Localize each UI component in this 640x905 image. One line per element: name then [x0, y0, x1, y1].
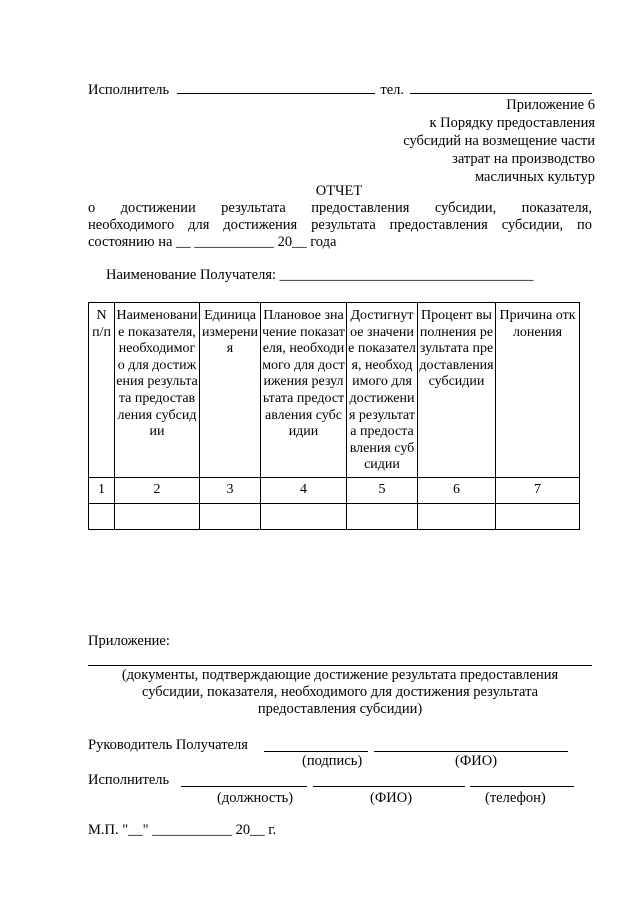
stamp-date-line[interactable]: М.П. "__" ___________ 20__ г. [88, 822, 277, 838]
table-cell[interactable] [347, 503, 418, 529]
col-number: 4 [261, 477, 347, 503]
col-number: 7 [496, 477, 580, 503]
col-header-completion-percent: Процент выполнения результата предоставления субсидии [418, 303, 496, 478]
col-number: 1 [89, 477, 115, 503]
col-number: 6 [418, 477, 496, 503]
table-cell[interactable] [200, 503, 261, 529]
fio-caption: (ФИО) [455, 753, 498, 769]
executor-fio-field[interactable] [313, 786, 465, 787]
attachment-note-3: предоставления субсидии) [257, 701, 423, 717]
appendix-note [403, 96, 595, 186]
attachment-label: Приложение: [88, 633, 170, 649]
col-number: 3 [200, 477, 261, 503]
col-header-indicator-name: Наименование показателя, необходимого для достижения результата предоставления субсидии [115, 303, 200, 478]
executor-position-field[interactable] [181, 786, 307, 787]
table-cell[interactable] [89, 503, 115, 529]
attachment-note-2: субсидии, показателя, необходимого для достижения результата [141, 684, 539, 700]
col-header-achieved-value: Достигнутое значение показателя, необходимого для достижения результата предоставления субсидии [347, 303, 418, 478]
position-caption: (должность) [217, 790, 294, 806]
table-number-row [89, 477, 580, 503]
report-title: ОТЧЕТ [315, 183, 363, 199]
col-number: 2 [115, 477, 200, 503]
phone-field[interactable] [410, 79, 592, 94]
col-number: 5 [347, 477, 418, 503]
phone-label: тел. [380, 82, 404, 98]
appendix-line-4: затрат на производство [452, 151, 595, 167]
phone-caption: (телефон) [485, 790, 546, 806]
subtitle-line-3: состоянию на __ ___________ 20__ года [88, 234, 337, 250]
appendix-line-1: Приложение 6 [506, 97, 595, 113]
appendix-line-5: масличных культур [474, 169, 595, 185]
table-cell[interactable] [418, 503, 496, 529]
executor-label: Исполнитель [88, 82, 170, 98]
col-header-planned-value: Плановое значение показателя, необходимого для достижения результата предоставления субсидии [261, 303, 347, 478]
report-table [88, 302, 580, 530]
subtitle-line-2: необходимого для достижения результата предоставления субсидии, по [88, 217, 592, 233]
attachment-note-1: (документы, подтверждающие достижение результата предоставления [121, 667, 559, 683]
subtitle-line-1: о достижении результата предоставления субсидии, показателя, [88, 200, 592, 216]
recipient-line[interactable]: Наименование Получателя: ___________________________________ [106, 267, 534, 283]
table-header-row [89, 303, 580, 478]
executor-phone-field[interactable] [470, 786, 574, 787]
executor-label-bottom: Исполнитель [88, 772, 170, 788]
col-header-unit: Единица измерения [200, 303, 261, 478]
table-cell[interactable] [115, 503, 200, 529]
col-header-number: N п/п [89, 303, 115, 478]
head-label: Руководитель Получателя [88, 737, 248, 753]
appendix-line-3: субсидий на возмещение части [403, 133, 595, 149]
signature-caption: (подпись) [302, 753, 363, 769]
table-row[interactable] [89, 503, 580, 529]
fio-caption-2: (ФИО) [370, 790, 413, 806]
table-cell[interactable] [261, 503, 347, 529]
executor-name-field[interactable] [177, 79, 375, 94]
col-header-deviation-reason: Причина отклонения [496, 303, 580, 478]
table-cell[interactable] [496, 503, 580, 529]
appendix-line-2: к Порядку предоставления [429, 115, 595, 131]
